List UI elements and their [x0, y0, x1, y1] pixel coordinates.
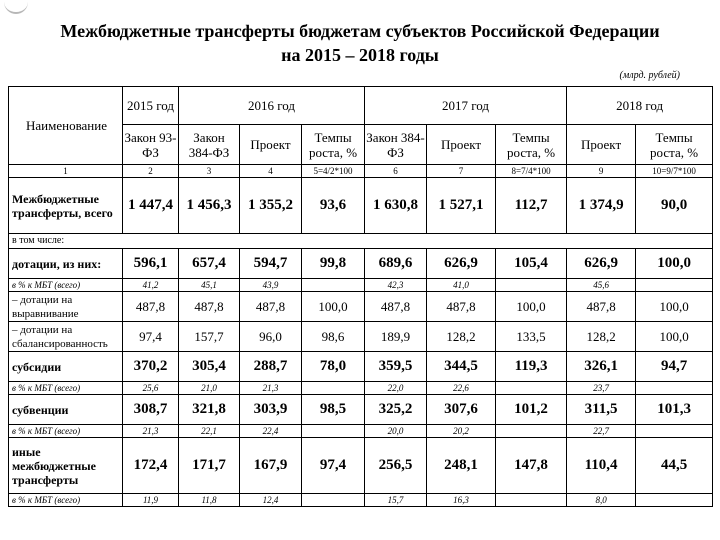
value-cell: 100,0: [496, 292, 567, 322]
value-cell: 15,7: [365, 494, 427, 507]
index-cell: 6: [365, 165, 427, 178]
value-cell: [636, 494, 713, 507]
value-cell: 303,9: [240, 395, 302, 425]
value-cell: 21,0: [179, 382, 240, 395]
value-cell: 23,7: [567, 382, 636, 395]
table-row: [9, 292, 713, 322]
table-row: [9, 438, 713, 494]
row-name: иные межбюджетные трансферты: [9, 438, 123, 494]
index-cell: 1: [9, 165, 123, 178]
value-cell: 487,8: [567, 292, 636, 322]
corner-decoration: [4, 2, 28, 14]
value-cell: [496, 279, 567, 292]
header-law93: Закон 93-ФЗ: [123, 125, 179, 165]
value-cell: 21,3: [240, 382, 302, 395]
row-name: в % к МБТ (всего): [9, 494, 123, 507]
transfers-table: [8, 86, 713, 507]
value-cell: 8,0: [567, 494, 636, 507]
header-rate-2018: Темпы роста, %: [636, 125, 713, 165]
page-subtitle: на 2015 – 2018 годы: [281, 45, 439, 65]
header-2016: 2016 год: [179, 87, 365, 125]
value-cell: 97,4: [123, 322, 179, 352]
value-cell: 128,2: [427, 322, 496, 352]
row-name: субвенции: [9, 395, 123, 425]
value-cell: 487,8: [179, 292, 240, 322]
value-cell: 487,8: [123, 292, 179, 322]
header-2017: 2017 год: [365, 87, 567, 125]
row-name: – дотации на сбалансированность: [9, 322, 123, 352]
value-cell: 22,0: [365, 382, 427, 395]
value-cell: 41,0: [427, 279, 496, 292]
value-cell: 94,7: [636, 352, 713, 382]
value-cell: 487,8: [427, 292, 496, 322]
value-cell: 596,1: [123, 249, 179, 279]
value-cell: 11,9: [123, 494, 179, 507]
value-cell: 133,5: [496, 322, 567, 352]
header-law384-2017: Закон 384-ФЗ: [365, 125, 427, 165]
value-cell: 321,8: [179, 395, 240, 425]
index-cell: 10=9/7*100: [636, 165, 713, 178]
index-cell: 4: [240, 165, 302, 178]
value-cell: 167,9: [240, 438, 302, 494]
value-cell: 20,0: [365, 425, 427, 438]
table-row: [9, 494, 713, 507]
value-cell: 105,4: [496, 249, 567, 279]
value-cell: 78,0: [302, 352, 365, 382]
page-title: Межбюджетные трансферты бюджетам субъектов Российской Федерации: [60, 21, 660, 41]
value-cell: 256,5: [365, 438, 427, 494]
row-name: субсидии: [9, 352, 123, 382]
value-cell: 101,2: [496, 395, 567, 425]
table-row: [9, 425, 713, 438]
value-cell: 1 374,9: [567, 178, 636, 234]
header-project-2017: Проект: [427, 125, 496, 165]
table-row: [9, 234, 713, 249]
value-cell: 1 355,2: [240, 178, 302, 234]
value-cell: 689,6: [365, 249, 427, 279]
value-cell: 487,8: [240, 292, 302, 322]
value-cell: 325,2: [365, 395, 427, 425]
value-cell: 25,6: [123, 382, 179, 395]
value-cell: 22,4: [240, 425, 302, 438]
value-cell: 248,1: [427, 438, 496, 494]
header-rate-2016: Темпы роста, %: [302, 125, 365, 165]
value-cell: 305,4: [179, 352, 240, 382]
index-cell: 8=7/4*100: [496, 165, 567, 178]
value-cell: 101,3: [636, 395, 713, 425]
header-project-2018: Проект: [567, 125, 636, 165]
value-cell: 21,3: [123, 425, 179, 438]
header-project-2016: Проект: [240, 125, 302, 165]
value-cell: 11,8: [179, 494, 240, 507]
units-label: (млрд. рублей): [619, 70, 680, 81]
value-cell: 98,5: [302, 395, 365, 425]
table-row: [9, 322, 713, 352]
index-row: [9, 165, 713, 178]
row-name: в % к МБТ (всего): [9, 425, 123, 438]
value-cell: 22,7: [567, 425, 636, 438]
value-cell: 147,8: [496, 438, 567, 494]
value-cell: 157,7: [179, 322, 240, 352]
value-cell: 1 527,1: [427, 178, 496, 234]
table-row: [9, 352, 713, 382]
row-name: Межбюджетные трансферты, всего: [9, 178, 123, 234]
value-cell: 43,9: [240, 279, 302, 292]
value-cell: 12,4: [240, 494, 302, 507]
value-cell: 128,2: [567, 322, 636, 352]
row-name: – дотации на выравнивание: [9, 292, 123, 322]
value-cell: 99,8: [302, 249, 365, 279]
value-cell: 344,5: [427, 352, 496, 382]
value-cell: [496, 425, 567, 438]
value-cell: [302, 279, 365, 292]
value-cell: 1 630,8: [365, 178, 427, 234]
value-cell: 1 447,4: [123, 178, 179, 234]
index-cell: 2: [123, 165, 179, 178]
table-row: [9, 279, 713, 292]
value-cell: [302, 382, 365, 395]
value-cell: 308,7: [123, 395, 179, 425]
table-row: [9, 178, 713, 234]
value-cell: 189,9: [365, 322, 427, 352]
index-cell: 3: [179, 165, 240, 178]
value-cell: 326,1: [567, 352, 636, 382]
value-cell: 44,5: [636, 438, 713, 494]
value-cell: 93,6: [302, 178, 365, 234]
header-law384-2016: Закон 384-ФЗ: [179, 125, 240, 165]
value-cell: [302, 425, 365, 438]
value-cell: 96,0: [240, 322, 302, 352]
header-2018: 2018 год: [567, 87, 713, 125]
value-cell: [302, 494, 365, 507]
value-cell: 45,1: [179, 279, 240, 292]
value-cell: 110,4: [567, 438, 636, 494]
value-cell: [636, 382, 713, 395]
value-cell: 119,3: [496, 352, 567, 382]
value-cell: 20,2: [427, 425, 496, 438]
table-row: [9, 382, 713, 395]
value-cell: 22,1: [179, 425, 240, 438]
value-cell: 97,4: [302, 438, 365, 494]
value-cell: 307,6: [427, 395, 496, 425]
value-cell: [496, 494, 567, 507]
value-cell: 100,0: [302, 292, 365, 322]
value-cell: 172,4: [123, 438, 179, 494]
row-name: в % к МБТ (всего): [9, 382, 123, 395]
value-cell: 370,2: [123, 352, 179, 382]
value-cell: [496, 382, 567, 395]
value-cell: 22,6: [427, 382, 496, 395]
value-cell: 100,0: [636, 322, 713, 352]
row-name: в том числе:: [9, 234, 713, 249]
value-cell: 359,5: [365, 352, 427, 382]
value-cell: 41,2: [123, 279, 179, 292]
value-cell: 98,6: [302, 322, 365, 352]
index-cell: 7: [427, 165, 496, 178]
table-row: [9, 249, 713, 279]
value-cell: 311,5: [567, 395, 636, 425]
value-cell: 100,0: [636, 249, 713, 279]
value-cell: 487,8: [365, 292, 427, 322]
value-cell: 594,7: [240, 249, 302, 279]
value-cell: 100,0: [636, 292, 713, 322]
table-row: [9, 395, 713, 425]
value-cell: [636, 279, 713, 292]
header-2015: 2015 год: [123, 87, 179, 125]
value-cell: 657,4: [179, 249, 240, 279]
value-cell: [636, 425, 713, 438]
header-name: Наименование: [9, 87, 123, 165]
index-cell: 5=4/2*100: [302, 165, 365, 178]
value-cell: 171,7: [179, 438, 240, 494]
header-rate-2017: Темпы роста, %: [496, 125, 567, 165]
row-name: в % к МБТ (всего): [9, 279, 123, 292]
value-cell: 288,7: [240, 352, 302, 382]
row-name: дотации, из них:: [9, 249, 123, 279]
value-cell: 626,9: [427, 249, 496, 279]
value-cell: 45,6: [567, 279, 636, 292]
index-cell: 9: [567, 165, 636, 178]
value-cell: 626,9: [567, 249, 636, 279]
value-cell: 112,7: [496, 178, 567, 234]
value-cell: 42,3: [365, 279, 427, 292]
value-cell: 90,0: [636, 178, 713, 234]
value-cell: 1 456,3: [179, 178, 240, 234]
value-cell: 16,3: [427, 494, 496, 507]
